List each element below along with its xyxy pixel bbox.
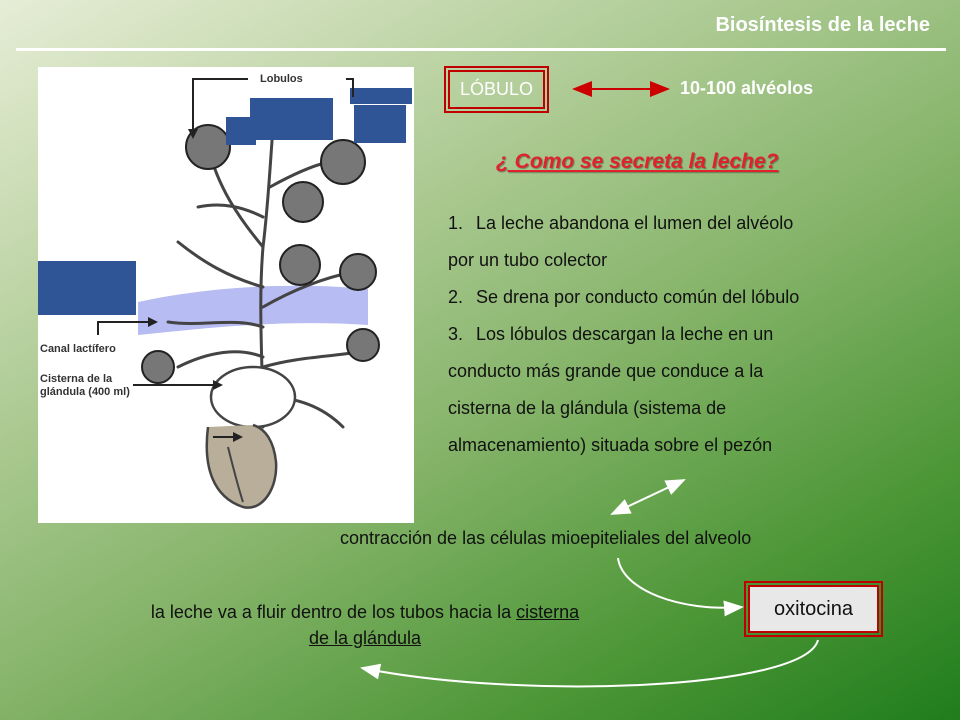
oxytocin-box: oxitocina [748, 585, 879, 633]
step-1-cont: por un tubo colector [448, 250, 608, 270]
label-canal: Canal lactífero [40, 343, 116, 355]
label-cisterna-1: Cisterna de la [40, 373, 113, 385]
step-number: 3. [448, 324, 464, 344]
flow-link-2: de la glándula [308, 628, 422, 648]
oxytocin-to-flow-arrow [362, 640, 818, 686]
step-3-cont: cisterna de la glándula (sistema de [448, 398, 727, 418]
step-text: Los lóbulos descargan la leche en un [476, 324, 774, 344]
step-3-cont: conducto más grande que conduce a la [448, 361, 764, 381]
contraction-text: contracción de las células mioepiteliales del alveolo [340, 528, 752, 548]
step-text: La leche abandona el lumen del alvéolo [476, 213, 794, 233]
step-number: 1. [448, 213, 464, 233]
secretion-question: ¿ Como se secreta la leche? [496, 150, 779, 173]
label-lobulos: Lobulos [260, 73, 303, 85]
contraction-arrow [612, 480, 684, 514]
flow-prefix: la leche va a fluir dentro de los tubos hacia la [150, 602, 512, 622]
page-title: Biosíntesis de la leche [715, 14, 930, 36]
contraction-to-oxytocin-arrow [618, 558, 742, 608]
step-number: 2. [448, 287, 464, 307]
alveoli-count: 10-100 alvéolos [680, 78, 814, 98]
lobule-label: LÓBULO [448, 70, 545, 109]
step-text: Se drena por conducto común del lóbulo [476, 287, 800, 307]
label-cisterna-2: glándula (400 ml) [40, 386, 130, 398]
step-3-cont: almacenamiento) situada sobre el pezón [448, 435, 773, 455]
flow-link-1: cisterna [516, 602, 580, 622]
